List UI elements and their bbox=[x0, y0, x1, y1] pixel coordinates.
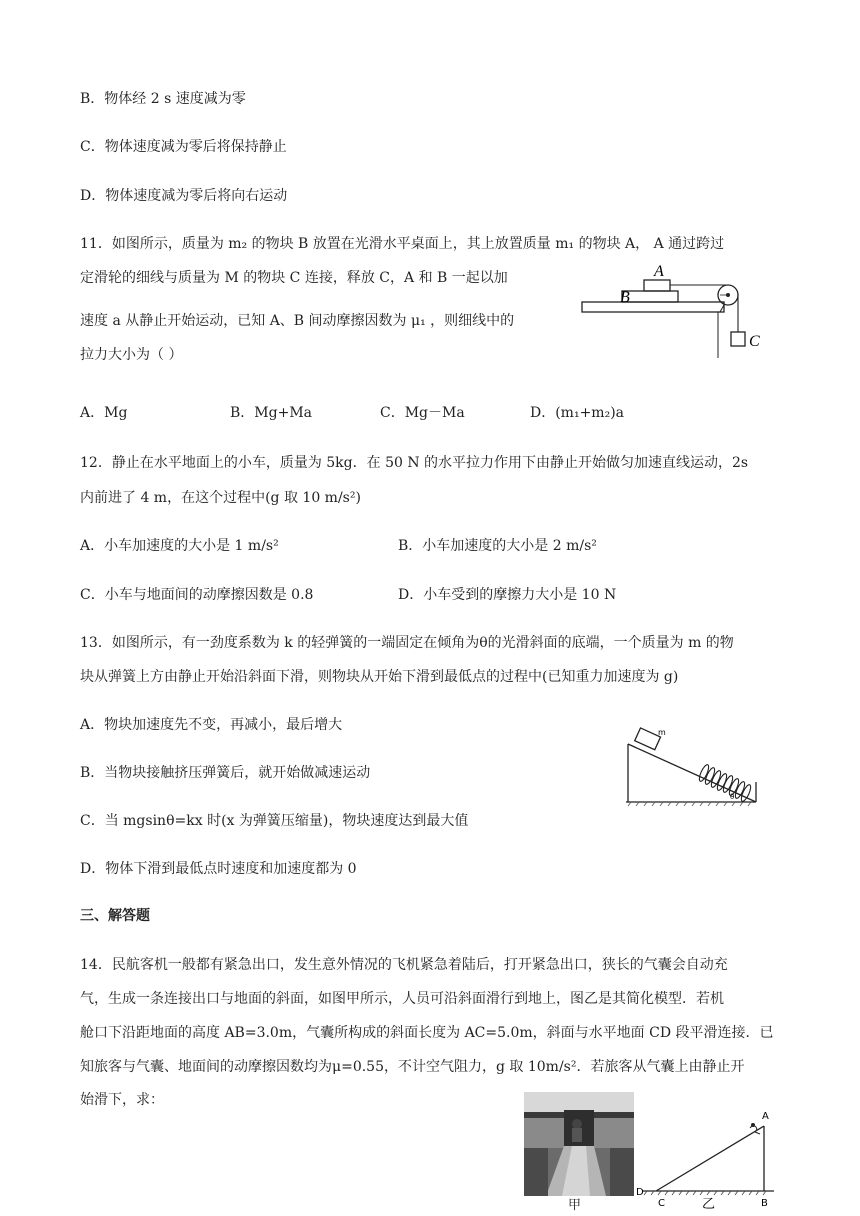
label-m: m bbox=[658, 728, 666, 737]
q12-stem-line1: 12．静止在水平地面上的小车，质量为 5kg．在 50 N 的水平拉力作用下由静止开始做匀加速直线运动，2s bbox=[80, 455, 749, 471]
q14-stem-line2: 气，生成一条连接出口与地面的斜面，如图甲所示，人员可沿斜面滑行到地上，图乙是其简化模型．若机 bbox=[80, 991, 724, 1007]
q14-stem-line1: 14．民航客机一般都有紧急出口，发生意外情况的飞机紧急着陆后，打开紧急出口，狭长的气囊会自动充 bbox=[80, 957, 728, 973]
label-c: C bbox=[658, 1198, 665, 1209]
label-d: D bbox=[636, 1187, 644, 1198]
label-a: A bbox=[762, 1111, 769, 1122]
q12-option-a: A．小车加速度的大小是 1 m/s² bbox=[80, 538, 279, 554]
label-b: B bbox=[761, 1198, 768, 1209]
q10-option-d: D．物体速度减为零后将向右运动 bbox=[80, 188, 288, 204]
q13-option-b: B．当物块接触挤压弹簧后，就开始做减速运动 bbox=[80, 765, 371, 781]
q13-stem-line2: 块从弹簧上方由静止开始沿斜面下滑，则物块从开始下滑到最低点的过程中(已知重力加速度为 g) bbox=[80, 669, 679, 685]
q13-option-a: A．物块加速度先不变，再减小，最后增大 bbox=[80, 717, 343, 733]
label-a: A bbox=[654, 263, 664, 280]
q11-stem-line1: 11．如图所示，质量为 m₂ 的物块 B 放置在光滑水平桌面上，其上放置质量 m₁ 的物块 A， A 通过跨过 bbox=[80, 236, 725, 252]
q11-option-a: A．Mg bbox=[80, 405, 128, 421]
evacuation-slide-photo bbox=[524, 1092, 634, 1196]
q13-option-d: D．物体下滑到最低点时速度和加速度都为 0 bbox=[80, 861, 357, 877]
q11-option-c: C．Mg－Ma bbox=[380, 405, 465, 421]
label-b: B bbox=[620, 289, 630, 306]
figure-label-yi: 乙 bbox=[702, 1197, 716, 1212]
q14-stem-line4: 知旅客与气囊、地面间的动摩擦因数均为μ=0.55，不计空气阻力，g 取 10m/s²．若旅客从气囊上由静止开 bbox=[80, 1059, 745, 1075]
section-heading: 三、解答题 bbox=[80, 908, 150, 924]
q11-stem-line4: 拉力大小为（ ） bbox=[80, 347, 183, 363]
q11-option-d: D．(m₁+m₂)a bbox=[530, 405, 625, 421]
q14-stem-line3: 舱口下沿距地面的高度 AB=3.0m，气囊所构成的斜面长度为 AC=5.0m，斜面与水平地面 CD 段平滑连接．已 bbox=[80, 1025, 774, 1041]
q13-stem-line1: 13．如图所示，有一劲度系数为 k 的轻弹簧的一端固定在倾角为θ的光滑斜面的底端，一个质量为 m 的物 bbox=[80, 635, 734, 651]
q11-option-b: B．Mg+Ma bbox=[230, 405, 312, 421]
q14-stem-line5: 始滑下，求： bbox=[80, 1092, 164, 1108]
q12-option-b: B．小车加速度的大小是 2 m/s² bbox=[398, 538, 597, 554]
label-theta: θ bbox=[730, 793, 735, 801]
figure-label-jia: 甲 bbox=[568, 1198, 582, 1213]
q10-option-b: B．物体经 2 s 速度减为零 bbox=[80, 91, 246, 107]
q11-stem-line3: 速度 a 从静止开始运动，已知 A、B 间动摩擦因数为 μ₁ ，则细线中的 bbox=[80, 313, 515, 329]
pulley-block-diagram bbox=[578, 258, 778, 362]
slide-model-diagram bbox=[634, 1104, 784, 1212]
spring-incline-diagram bbox=[620, 726, 760, 810]
q12-option-d: D．小车受到的摩擦力大小是 10 N bbox=[398, 587, 617, 603]
q11-stem-line2: 定滑轮的细线与质量为 M 的物块 C 连接，释放 C，A 和 B 一起以加 bbox=[80, 270, 508, 286]
q12-option-c: C．小车与地面间的动摩擦因数是 0.8 bbox=[80, 587, 314, 603]
q10-option-c: C．物体速度减为零后将保持静止 bbox=[80, 139, 287, 155]
q13-option-c: C．当 mgsinθ=kx 时(x 为弹簧压缩量)，物块速度达到最大值 bbox=[80, 813, 469, 829]
q12-stem-line2: 内前进了 4 m，在这个过程中(g 取 10 m/s²) bbox=[80, 490, 361, 506]
label-c: C bbox=[749, 333, 760, 350]
